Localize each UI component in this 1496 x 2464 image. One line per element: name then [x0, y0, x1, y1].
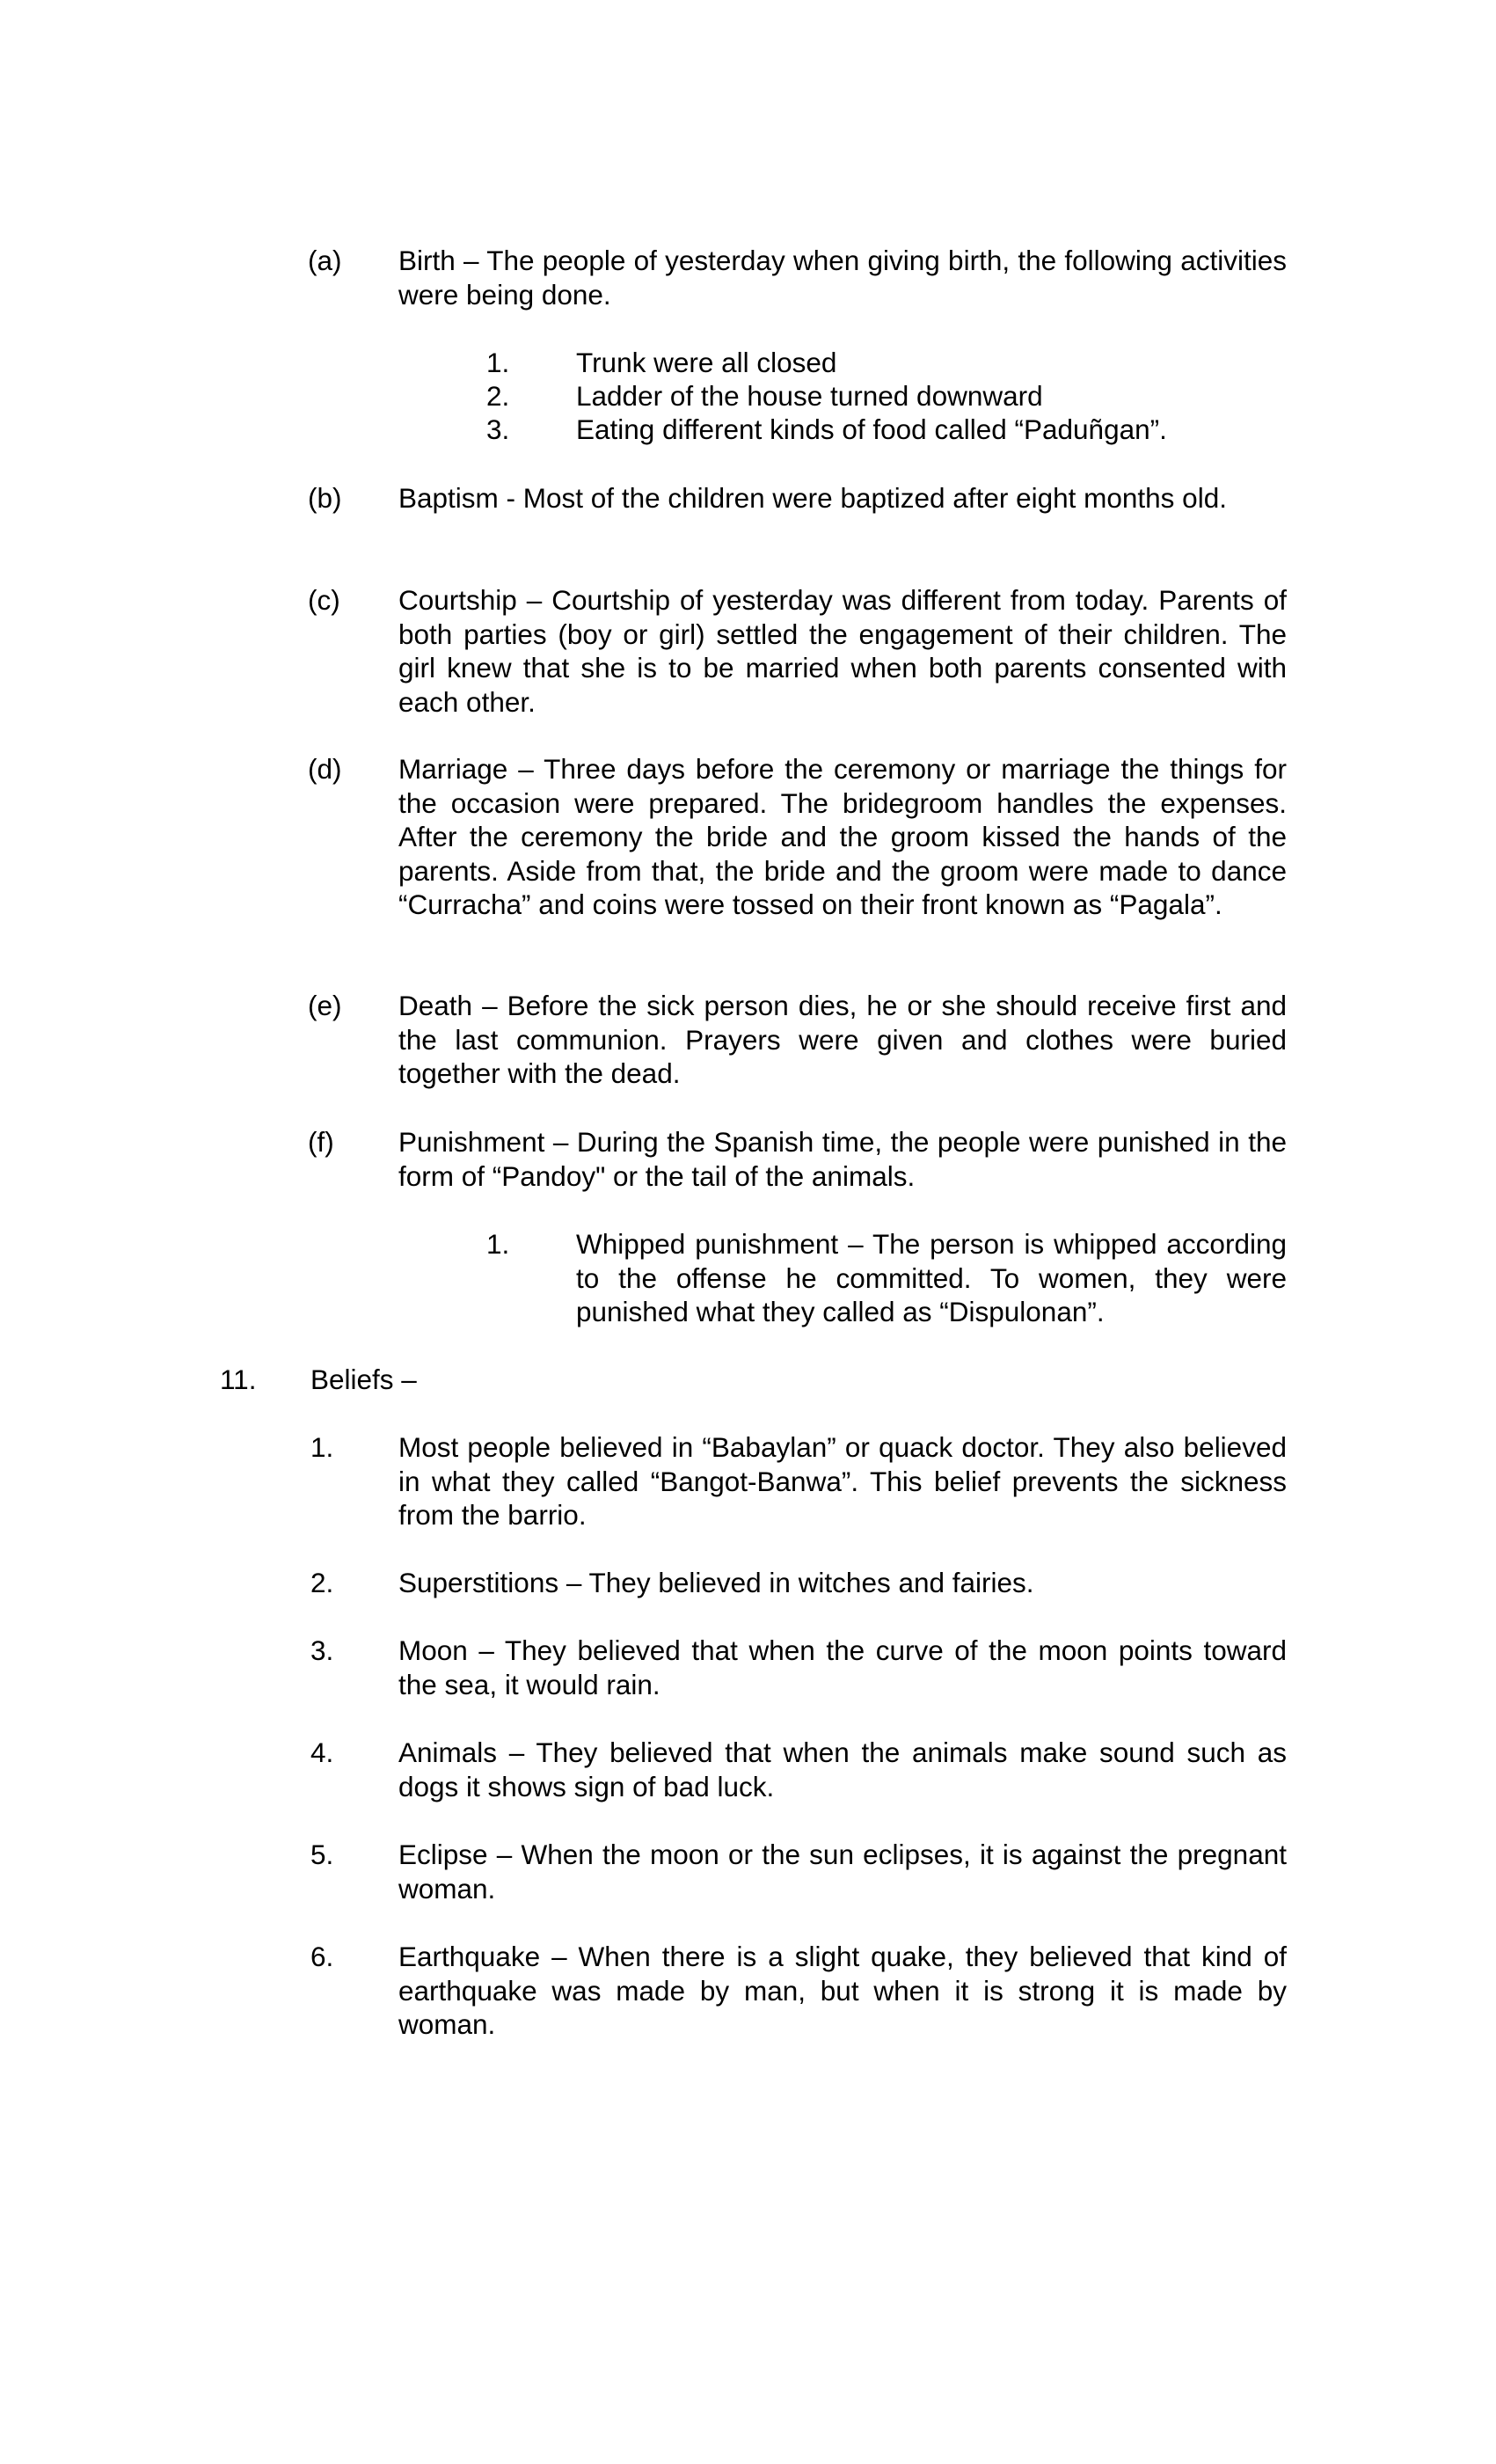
- subitem-text: Whipped punishment – The person is whipped according to the offense he committed. To women, they were punished what they called as “Dispulonan”.: [576, 1228, 1287, 1327]
- item-text: Birth – The people of yesterday when giving birth, the following activities were being done.: [398, 245, 1287, 311]
- subitem-text: Eating different kinds of food called “Paduñgan”.: [576, 413, 1167, 445]
- item-text: Marriage – Three days before the ceremony or marriage the things for the occasion were prepared. The bridegroom handles the expenses. After the ceremony the bride and the groom kissed the hands of the parents. Aside from that, the bride and the groom were made to dance “Curracha” and coins were tossed on their front known as “Pagala”.: [398, 753, 1287, 920]
- section-number: 11.: [220, 1364, 257, 1395]
- item-label: 5.: [310, 1839, 334, 1870]
- item-label: 3.: [310, 1634, 334, 1666]
- subitem-text: Ladder of the house turned downward: [576, 380, 1043, 412]
- item-text: Punishment – During the Spanish time, the people were punished in the form of “Pandoy" or the tail of the animals.: [398, 1126, 1287, 1192]
- subitem-label: 3.: [486, 413, 510, 445]
- subitem-label: 1.: [486, 347, 510, 378]
- item-label: 4.: [310, 1736, 334, 1768]
- item-text: Courtship – Courtship of yesterday was different from today. Parents of both parties (boy or girl) settled the engagement of their children. The girl knew that she is to be married when both parents consented with each other.: [398, 584, 1287, 718]
- item-label: (c): [308, 584, 340, 616]
- item-text: Earthquake – When there is a slight quake, they believed that kind of earthquake was made by man, but when it is strong it is made by woman.: [398, 1941, 1287, 2040]
- item-text: Eclipse – When the moon or the sun eclipses, it is against the pregnant woman.: [398, 1839, 1287, 1905]
- item-label: 1.: [310, 1431, 334, 1463]
- item-label: (d): [308, 753, 342, 785]
- section-title: Beliefs –: [310, 1364, 417, 1395]
- item-text: Superstitions – They believed in witches and fairies.: [398, 1567, 1034, 1598]
- item-label: (f): [308, 1126, 334, 1158]
- subitem-text: Trunk were all closed: [576, 347, 837, 378]
- item-label: 2.: [310, 1567, 334, 1598]
- item-label: (b): [308, 482, 342, 514]
- item-text: Animals – They believed that when the animals make sound such as dogs it shows sign of bad luck.: [398, 1736, 1287, 1802]
- subitem-label: 2.: [486, 380, 510, 412]
- item-label: (a): [308, 245, 342, 276]
- item-text: Death – Before the sick person dies, he or she should receive first and the last communion. Prayers were given and clothes were buried together with the dead.: [398, 990, 1287, 1089]
- item-text: Baptism - Most of the children were baptized after eight months old.: [398, 482, 1227, 514]
- item-label: 6.: [310, 1941, 334, 1972]
- item-text: Moon – They believed that when the curve of the moon points toward the sea, it would rain.: [398, 1634, 1287, 1700]
- subitem-label: 1.: [486, 1228, 510, 1260]
- item-label: (e): [308, 990, 342, 1021]
- item-text: Most people believed in “Babaylan” or quack doctor. They also believed in what they called “Bangot-Banwa”. This belief prevents the sickness from the barrio.: [398, 1431, 1287, 1531]
